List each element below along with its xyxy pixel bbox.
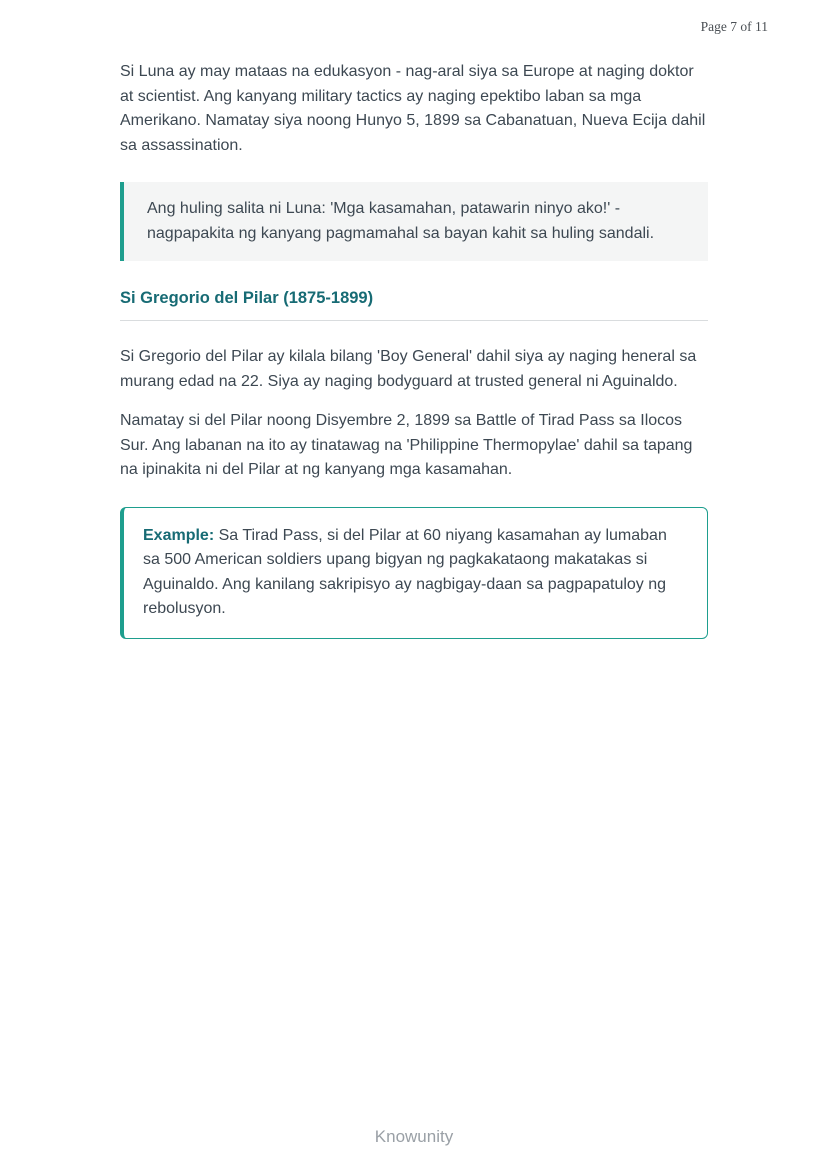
example-text: Sa Tirad Pass, si del Pilar at 60 niyang kasamahan ay lumaban sa 500 American soldiers upang bigyan ng pagkakataong makatakas si Aguinaldo. Ang kanilang sakripisyo ay nagbigay-daan sa pagpapatuloy ng rebolusyon.	[143, 526, 667, 617]
paragraph-luna: Si Luna ay may mataas na edukasyon - nag-aral siya sa Europe at naging doktor at scientist. Ang kanyang military tactics ay naging epektibo laban sa mga Amerikano. Namatay siya noong Hunyo 5, 1899 sa Cabanatuan, Nueva Ecija dahil sa assassination.	[120, 63, 706, 154]
paragraph-delpilar-2: Namatay si del Pilar noong Disyembre 2, 1899 sa Battle of Tirad Pass sa Ilocos Sur. Ang labanan na ito ay tinatawag na 'Philippine Thermopylae' dahil sa tapang na ipinakita ni del Pilar at ng kanyang mga kasamahan.	[120, 412, 693, 478]
quote-text: Ang huling salita ni Luna: 'Mga kasamahan, patawarin ninyo ako!' - nagpapakita ng kanyang pagmamahal sa bayan kahit sa huling sandali.	[147, 200, 655, 242]
footer-brand: Knowunity	[374, 1127, 454, 1146]
paragraph-delpilar-1: Si Gregorio del Pilar ay kilala bilang 'Boy General' dahil siya ay naging heneral sa murang edad na 22. Siya ay naging bodyguard at trusted general ni Aguinaldo.	[120, 348, 697, 390]
example-paragraph	[143, 524, 687, 622]
section-heading: Si Gregorio del Pilar (1875-1899)	[120, 289, 374, 307]
quote-callout	[120, 182, 708, 261]
example-label: Example:	[143, 526, 215, 544]
page-number: Page 7 of 11	[700, 19, 768, 34]
example-callout	[120, 507, 708, 639]
page-content	[120, 60, 708, 639]
heading-divider	[120, 320, 708, 321]
